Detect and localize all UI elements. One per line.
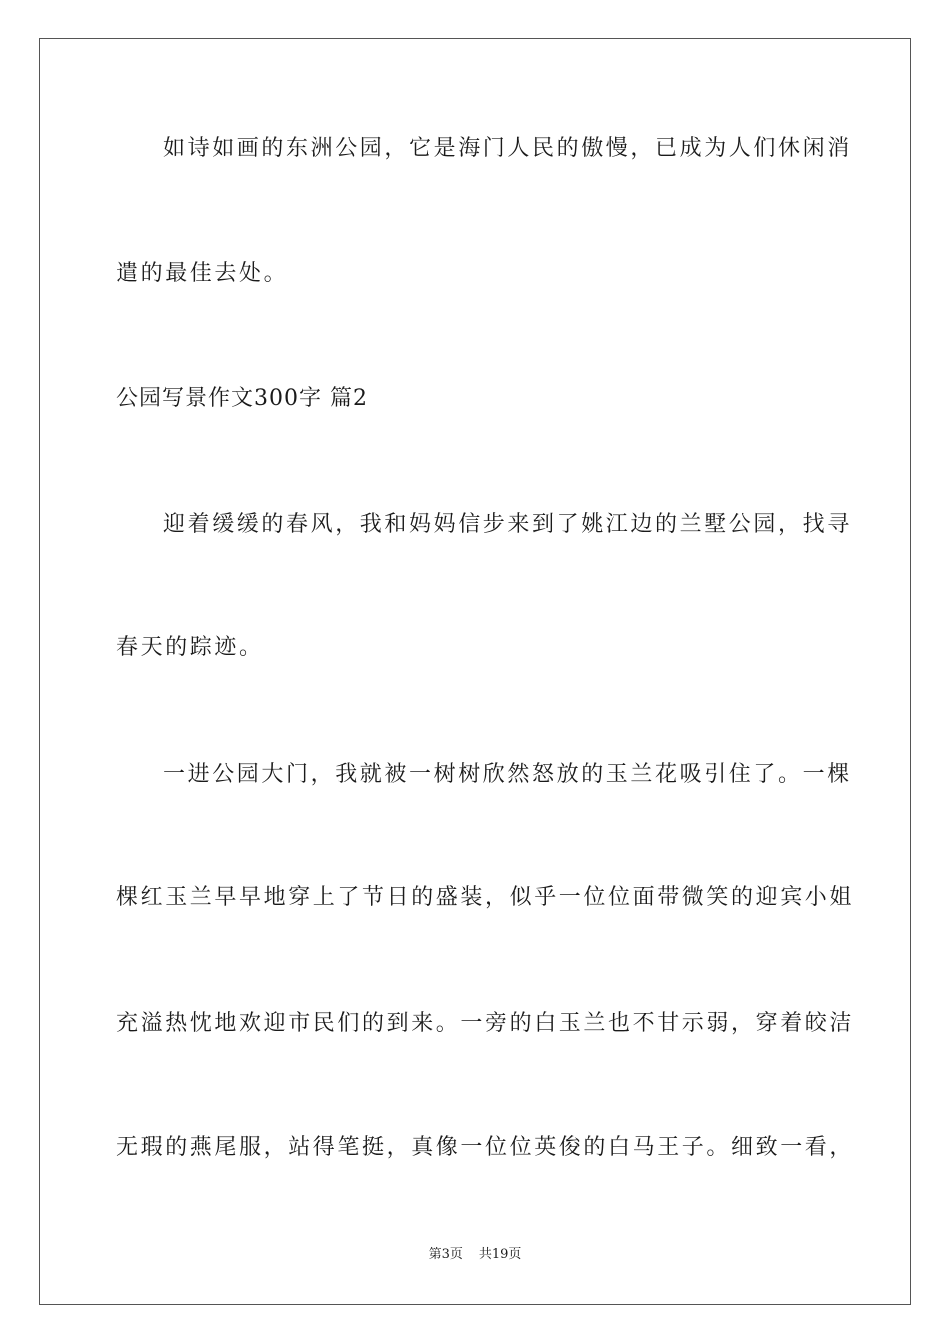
paragraph-2-line-2: 春天的踪迹。 [116,635,264,660]
paragraph-1-line-1: 如诗如画的东洲公园，它是海门人民的傲慢，已成为人们休闲消 [163,136,852,161]
paragraph-3-line-3: 充溢热忱地欢迎市民们的到来。一旁的白玉兰也不甘示弱，穿着皎洁 [116,1011,855,1036]
paragraph-3-line-4: 无瑕的燕尾服，站得笔挺，真像一位位英俊的白马王子。细致一看， [116,1135,855,1160]
page-number: 第3页 [428,1247,463,1262]
page-total: 共19页 [478,1247,522,1262]
paragraph-1-line-2: 遣的最佳去处。 [116,261,289,286]
page-footer [0,1246,950,1264]
page-border [39,38,911,1305]
paragraph-2-line-1: 迎着缓缓的春风，我和妈妈信步来到了姚江边的兰墅公园，找寻 [163,512,852,537]
section-heading: 公园写景作文300字 篇2 [116,386,368,411]
paragraph-3-line-2: 棵红玉兰早早地穿上了节日的盛装，似乎一位位面带微笑的迎宾小姐 [116,885,855,910]
paragraph-3-line-1: 一进公园大门，我就被一树树欣然怒放的玉兰花吸引住了。一棵 [163,762,852,787]
